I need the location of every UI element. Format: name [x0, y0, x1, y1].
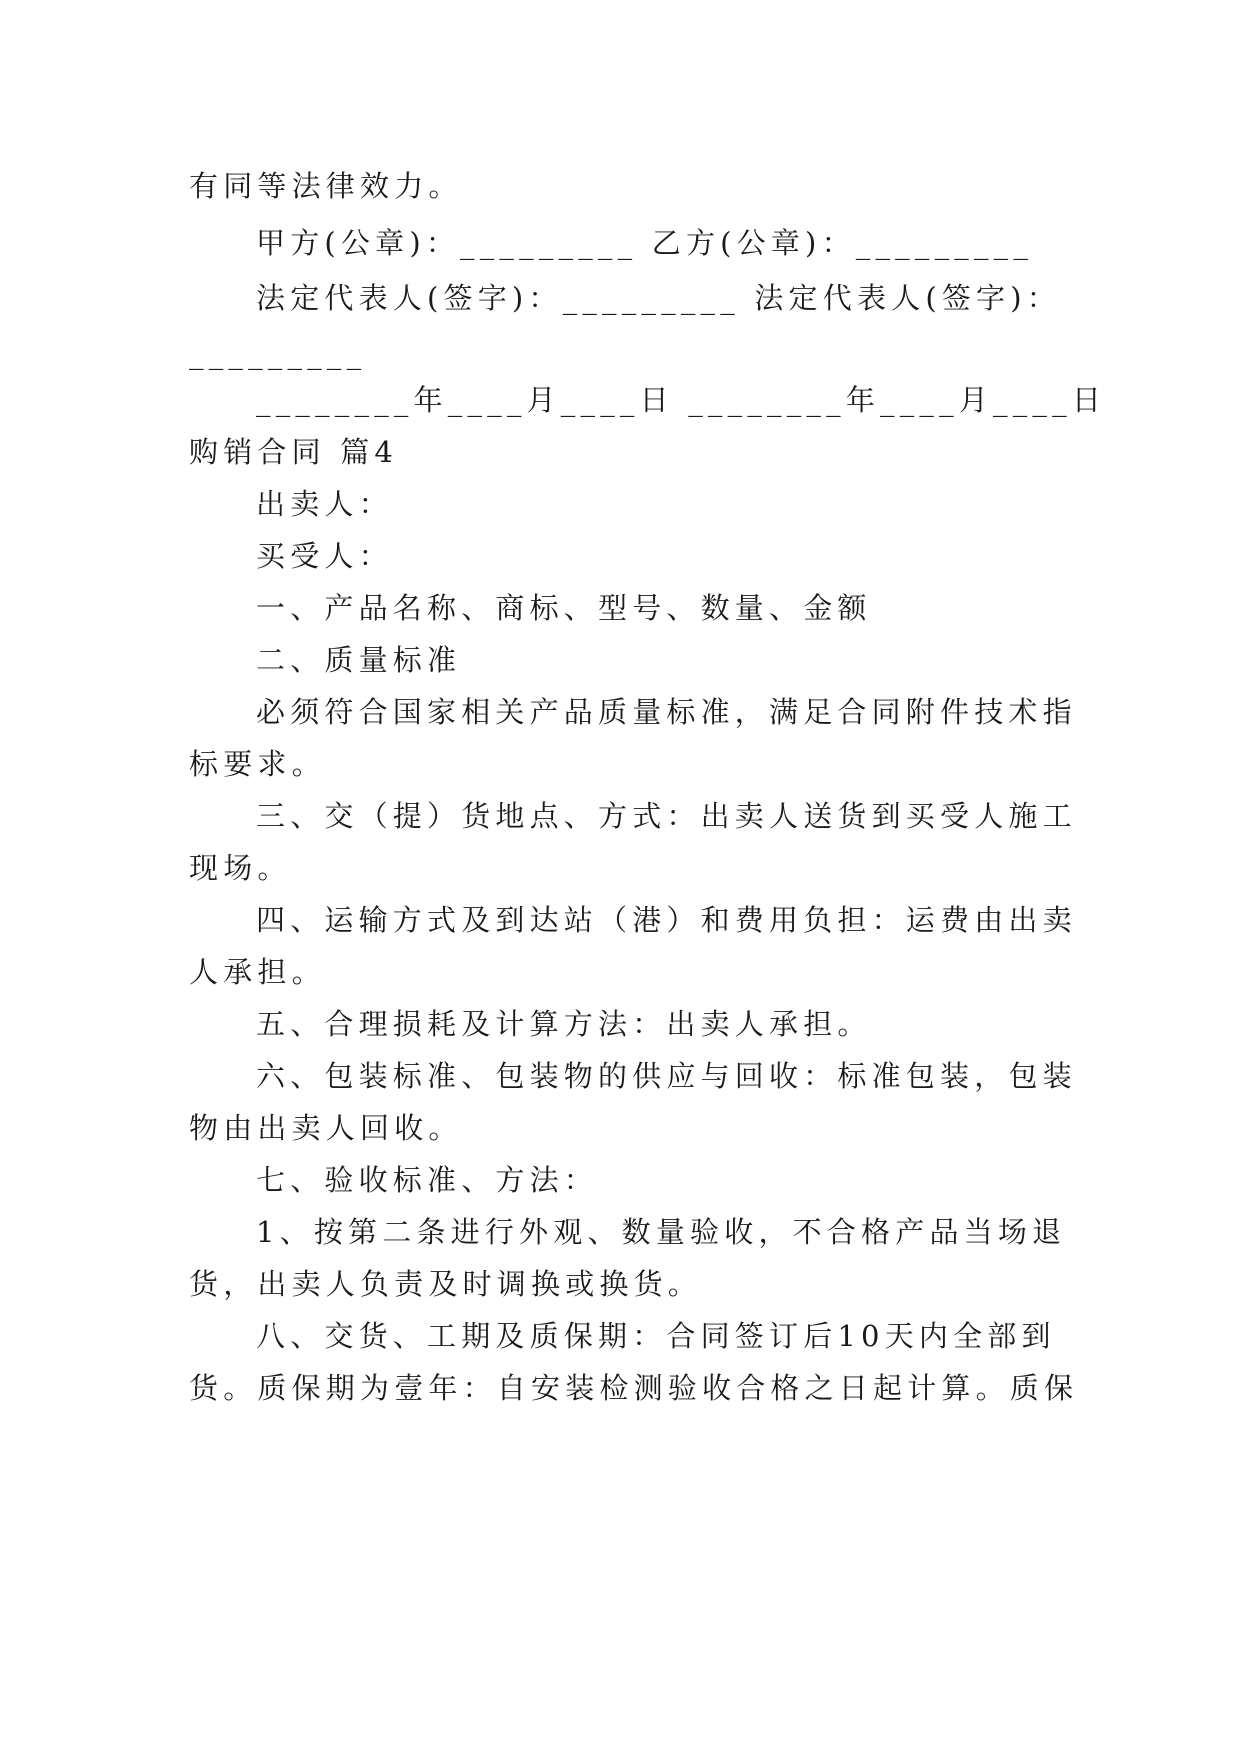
- clause-2: 二、质量标准: [256, 643, 462, 677]
- buyer-label: 买受人：: [256, 539, 393, 573]
- clause-7: 七、验收标准、方法：: [256, 1163, 599, 1197]
- clause-6: 六、包装标准、包装物的供应与回收：标准包装，包装: [256, 1059, 1077, 1093]
- text-line-1: 有同等法律效力。: [189, 169, 463, 203]
- clause-7-item-1: 1、按第二条进行外观、数量验收，不合格产品当场退: [256, 1215, 1067, 1249]
- clause-7-item-1-cont: 货，出卖人负责及时调换或换货。: [189, 1267, 703, 1301]
- seller-label: 出卖人：: [256, 487, 393, 521]
- clause-8: 八、交货、工期及质保期：合同签订后10天内全部到: [256, 1319, 1056, 1353]
- clause-2-text: 必须符合国家相关产品质量标准，满足合同附件技术指: [256, 695, 1077, 729]
- section-title: 购销合同 篇4: [189, 435, 399, 469]
- date-line: ________年____月____日 ________年____月____日: [256, 383, 1107, 417]
- clause-8-cont: 货。质保期为壹年：自安装检测验收合格之日起计算。质保: [189, 1371, 1079, 1405]
- clause-4: 四、运输方式及到达站（港）和费用负担：运费由出卖: [256, 903, 1077, 937]
- signature-blank-line: _________: [189, 336, 367, 370]
- clause-6-cont: 物由出卖人回收。: [189, 1111, 463, 1145]
- clause-3-cont: 现场。: [189, 851, 292, 885]
- party-seal-line: 甲方(公章)：_________ 乙方(公章)：_________: [256, 226, 1034, 260]
- clause-2-text-cont: 标要求。: [189, 747, 326, 781]
- clause-5: 五、合理损耗及计算方法：出卖人承担。: [256, 1007, 872, 1041]
- legal-rep-signature-line: 法定代表人(签字)：_________ 法定代表人(签字)：: [256, 281, 1061, 315]
- clause-4-cont: 人承担。: [189, 955, 326, 989]
- clause-1: 一、产品名称、商标、型号、数量、金额: [256, 591, 872, 625]
- clause-3: 三、交（提）货地点、方式：出卖人送货到买受人施工: [256, 799, 1077, 833]
